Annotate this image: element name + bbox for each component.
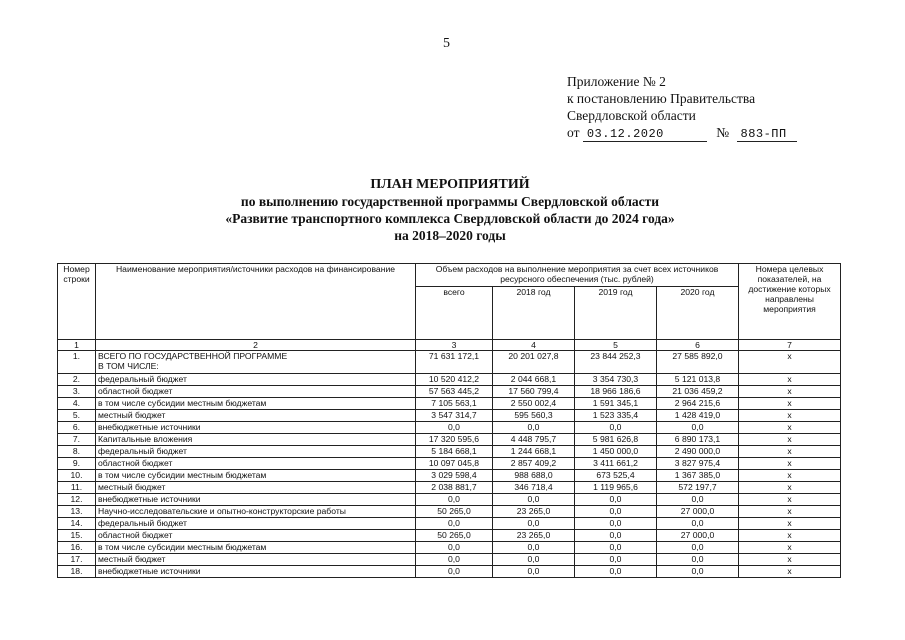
row-2020-cell: 0,0 xyxy=(657,494,739,506)
row-2020-cell: 6 890 173,1 xyxy=(657,434,739,446)
row-2019-cell: 1 591 345,1 xyxy=(575,398,657,410)
row-number-cell: 14. xyxy=(58,518,96,530)
row-2018-cell: 346 718,4 xyxy=(493,482,575,494)
row-name-cell: внебюджетные источники xyxy=(96,494,416,506)
row-2018-cell: 23 265,0 xyxy=(493,530,575,542)
row-2019-cell: 0,0 xyxy=(575,554,657,566)
row-2018-cell: 20 201 027,8 xyxy=(493,351,575,374)
row-2018-cell: 0,0 xyxy=(493,542,575,554)
row-targets-cell: x xyxy=(739,554,841,566)
row-2019-cell: 18 966 186,6 xyxy=(575,386,657,398)
header-volume: Объем расходов на выполнение мероприятия за счет всех источников ресурсного обеспечения (тыс. рублей) xyxy=(416,264,739,287)
row-name-line: ВСЕГО ПО ГОСУДАРСТВЕННОЙ ПРОГРАММЕ xyxy=(98,351,288,361)
row-targets-cell: x xyxy=(739,374,841,386)
table-row xyxy=(58,434,841,446)
row-2020-cell: 0,0 xyxy=(657,542,739,554)
row-2020-cell: 0,0 xyxy=(657,554,739,566)
row-number-cell: 2. xyxy=(58,374,96,386)
table-row xyxy=(58,446,841,458)
row-2018-cell: 0,0 xyxy=(493,566,575,578)
col-index-cell: 1 xyxy=(58,340,96,351)
row-2020-cell: 0,0 xyxy=(657,422,739,434)
row-name-cell: внебюджетные источники xyxy=(96,566,416,578)
row-targets-cell: x xyxy=(739,458,841,470)
page-number: 5 xyxy=(443,36,450,51)
row-targets-cell: x xyxy=(739,566,841,578)
row-total-cell: 3 029 598,4 xyxy=(416,470,493,482)
row-2019-cell: 673 525,4 xyxy=(575,470,657,482)
decree-date: 03.12.2020 xyxy=(583,128,707,142)
row-number-cell: 17. xyxy=(58,554,96,566)
row-name-cell: областной бюджет xyxy=(96,386,416,398)
row-2020-cell: 2 964 215,6 xyxy=(657,398,739,410)
row-number-cell: 16. xyxy=(58,542,96,554)
header-2019: 2019 год xyxy=(575,287,657,340)
row-total-cell: 3 547 314,7 xyxy=(416,410,493,422)
table-row xyxy=(58,351,841,374)
row-2019-cell: 3 354 730,3 xyxy=(575,374,657,386)
row-name-cell: местный бюджет xyxy=(96,482,416,494)
row-name-cell: внебюджетные источники xyxy=(96,422,416,434)
row-number-cell: 18. xyxy=(58,566,96,578)
row-2019-cell: 0,0 xyxy=(575,566,657,578)
row-2018-cell: 17 560 799,4 xyxy=(493,386,575,398)
row-2020-cell: 3 827 975,4 xyxy=(657,458,739,470)
row-number-cell: 8. xyxy=(58,446,96,458)
number-label: № xyxy=(716,125,730,140)
row-targets-cell: x xyxy=(739,446,841,458)
row-number-cell: 7. xyxy=(58,434,96,446)
row-name-cell: федеральный бюджет xyxy=(96,518,416,530)
header-row-number: Номер строки xyxy=(58,264,96,340)
row-name-cell: областной бюджет xyxy=(96,458,416,470)
table-row xyxy=(58,398,841,410)
appendix-block xyxy=(567,73,797,142)
table-row xyxy=(58,470,841,482)
row-total-cell: 50 265,0 xyxy=(416,530,493,542)
row-2018-cell: 23 265,0 xyxy=(493,506,575,518)
row-2019-cell: 0,0 xyxy=(575,422,657,434)
row-targets-cell: x xyxy=(739,386,841,398)
row-total-cell: 7 105 563,1 xyxy=(416,398,493,410)
title-line-3: «Развитие транспортного комплекса Свердловской области до 2024 года» xyxy=(225,211,675,226)
col-index-cell: 7 xyxy=(739,340,841,351)
table-row xyxy=(58,566,841,578)
row-number-cell: 1. xyxy=(58,351,96,374)
row-2019-cell: 0,0 xyxy=(575,530,657,542)
appendix-title: Приложение № 2 xyxy=(567,74,666,89)
row-total-cell: 50 265,0 xyxy=(416,506,493,518)
row-targets-cell: x xyxy=(739,530,841,542)
row-total-cell: 57 563 445,2 xyxy=(416,386,493,398)
title-main: ПЛАН МЕРОПРИЯТИЙ xyxy=(370,177,530,192)
row-number-cell: 4. xyxy=(58,398,96,410)
table-row xyxy=(58,482,841,494)
row-2018-cell: 2 857 409,2 xyxy=(493,458,575,470)
appendix-date-line xyxy=(567,124,797,142)
row-2019-cell: 5 981 626,8 xyxy=(575,434,657,446)
row-2019-cell: 1 523 335,4 xyxy=(575,410,657,422)
table-row xyxy=(58,494,841,506)
row-targets-cell: x xyxy=(739,518,841,530)
row-targets-cell: x xyxy=(739,410,841,422)
plan-table-body xyxy=(58,351,841,578)
row-2020-cell: 572 197,7 xyxy=(657,482,739,494)
row-total-cell: 0,0 xyxy=(416,518,493,530)
col-index-cell: 3 xyxy=(416,340,493,351)
row-number-cell: 3. xyxy=(58,386,96,398)
table-row xyxy=(58,554,841,566)
row-2019-cell: 0,0 xyxy=(575,518,657,530)
row-2020-cell: 1 428 419,0 xyxy=(657,410,739,422)
row-targets-cell: x xyxy=(739,470,841,482)
row-total-cell: 0,0 xyxy=(416,566,493,578)
row-total-cell: 2 038 881,7 xyxy=(416,482,493,494)
row-total-cell: 10 097 045,8 xyxy=(416,458,493,470)
header-total: всего xyxy=(416,287,493,340)
row-name-cell: областной бюджет xyxy=(96,530,416,542)
row-2018-cell: 988 688,0 xyxy=(493,470,575,482)
row-number-cell: 11. xyxy=(58,482,96,494)
row-2019-cell: 1 119 965,6 xyxy=(575,482,657,494)
row-2018-cell: 4 448 795,7 xyxy=(493,434,575,446)
row-targets-cell: x xyxy=(739,542,841,554)
row-targets-cell: x xyxy=(739,351,841,374)
row-2018-cell: 0,0 xyxy=(493,422,575,434)
row-name-cell: федеральный бюджет xyxy=(96,446,416,458)
row-2019-cell: 0,0 xyxy=(575,506,657,518)
row-total-cell: 0,0 xyxy=(416,542,493,554)
row-name-cell: местный бюджет xyxy=(96,410,416,422)
row-number-cell: 13. xyxy=(58,506,96,518)
row-number-cell: 9. xyxy=(58,458,96,470)
header-name: Наименование мероприятия/источники расходов на финансирование xyxy=(96,264,416,340)
row-total-cell: 71 631 172,1 xyxy=(416,351,493,374)
table-row xyxy=(58,518,841,530)
table-row xyxy=(58,386,841,398)
row-total-cell: 10 520 412,2 xyxy=(416,374,493,386)
row-2018-cell: 0,0 xyxy=(493,494,575,506)
row-targets-cell: x xyxy=(739,434,841,446)
row-name-cell: в том числе субсидии местным бюджетам xyxy=(96,398,416,410)
row-2018-cell: 595 560,3 xyxy=(493,410,575,422)
row-2019-cell: 23 844 252,3 xyxy=(575,351,657,374)
header-2018: 2018 год xyxy=(493,287,575,340)
table-row xyxy=(58,410,841,422)
row-2020-cell: 27 000,0 xyxy=(657,506,739,518)
header-2020: 2020 год xyxy=(657,287,739,340)
row-2018-cell: 2 550 002,4 xyxy=(493,398,575,410)
row-total-cell: 17 320 595,6 xyxy=(416,434,493,446)
row-2019-cell: 0,0 xyxy=(575,542,657,554)
row-targets-cell: x xyxy=(739,494,841,506)
plan-table xyxy=(57,263,841,578)
row-2020-cell: 21 036 459,2 xyxy=(657,386,739,398)
col-index-cell: 5 xyxy=(575,340,657,351)
row-2020-cell: 5 121 013,8 xyxy=(657,374,739,386)
row-number-cell: 6. xyxy=(58,422,96,434)
row-2019-cell: 0,0 xyxy=(575,494,657,506)
row-number-cell: 12. xyxy=(58,494,96,506)
table-row xyxy=(58,542,841,554)
row-number-cell: 10. xyxy=(58,470,96,482)
table-row xyxy=(58,506,841,518)
row-name-cell xyxy=(96,351,416,374)
table-row xyxy=(58,422,841,434)
row-total-cell: 0,0 xyxy=(416,422,493,434)
col-index-cell: 2 xyxy=(96,340,416,351)
row-total-cell: 5 184 668,1 xyxy=(416,446,493,458)
row-targets-cell: x xyxy=(739,422,841,434)
col-index-cell: 4 xyxy=(493,340,575,351)
row-number-cell: 5. xyxy=(58,410,96,422)
row-2020-cell: 0,0 xyxy=(657,518,739,530)
row-name-line: В ТОМ ЧИСЛЕ: xyxy=(98,361,159,371)
row-name-cell: Капитальные вложения xyxy=(96,434,416,446)
document-title xyxy=(100,176,800,244)
row-2020-cell: 27 000,0 xyxy=(657,530,739,542)
row-2018-cell: 2 044 668,1 xyxy=(493,374,575,386)
row-2018-cell: 0,0 xyxy=(493,554,575,566)
row-total-cell: 0,0 xyxy=(416,494,493,506)
row-name-cell: в том числе субсидии местным бюджетам xyxy=(96,542,416,554)
header-row-1 xyxy=(58,264,841,287)
row-name-cell: местный бюджет xyxy=(96,554,416,566)
table-row xyxy=(58,530,841,542)
appendix-region: Свердловской области xyxy=(567,108,696,123)
row-2018-cell: 0,0 xyxy=(493,518,575,530)
row-2018-cell: 1 244 668,1 xyxy=(493,446,575,458)
row-2020-cell: 0,0 xyxy=(657,566,739,578)
column-index-row xyxy=(58,340,841,351)
row-2019-cell: 3 411 661,2 xyxy=(575,458,657,470)
title-line-2: по выполнению государственной программы Свердловской области xyxy=(240,194,660,209)
row-targets-cell: x xyxy=(739,482,841,494)
appendix-decree: к постановлению Правительства xyxy=(567,91,756,106)
row-targets-cell: x xyxy=(739,506,841,518)
header-targets: Номера целевых показателей, на достижение которых направлены мероприятия xyxy=(739,264,841,340)
row-name-cell: Научно-исследовательские и опытно-конструкторские работы xyxy=(96,506,416,518)
row-2019-cell: 1 450 000,0 xyxy=(575,446,657,458)
row-name-cell: федеральный бюджет xyxy=(96,374,416,386)
row-total-cell: 0,0 xyxy=(416,554,493,566)
row-name-cell: в том числе субсидии местным бюджетам xyxy=(96,470,416,482)
col-index-cell: 6 xyxy=(657,340,739,351)
row-2020-cell: 2 490 000,0 xyxy=(657,446,739,458)
title-line-4: на 2018–2020 годы xyxy=(394,228,506,243)
decree-number: 883-ПП xyxy=(737,128,797,142)
row-targets-cell: x xyxy=(739,398,841,410)
table-row xyxy=(58,374,841,386)
row-2020-cell: 1 367 385,0 xyxy=(657,470,739,482)
from-label: от xyxy=(567,125,580,140)
row-number-cell: 15. xyxy=(58,530,96,542)
row-2020-cell: 27 585 892,0 xyxy=(657,351,739,374)
table-row xyxy=(58,458,841,470)
